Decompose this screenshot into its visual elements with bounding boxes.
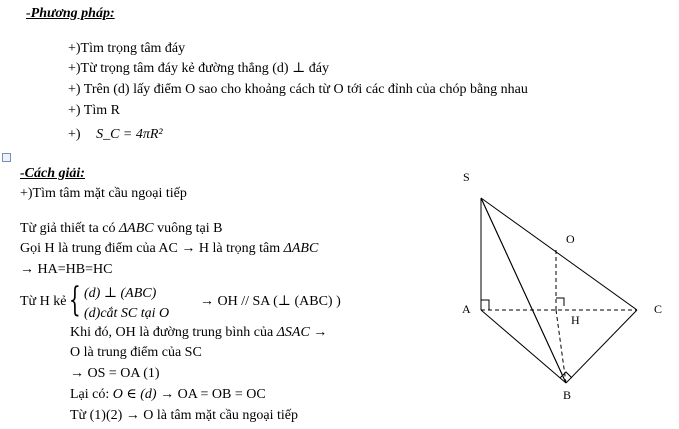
pyramid-figure [440,160,670,410]
solution-heading: -Cách giải: [20,166,85,181]
parallel-line: → OH // SA (⊥ (ABC) ) [200,294,341,309]
label-h: H [571,313,580,327]
right-angle-a [481,300,489,310]
edge-ab [481,310,566,383]
method-step-1: +)Tìm trọng tâm đáy [68,41,186,56]
edge-sb2 [481,198,566,383]
label-c: C [654,302,663,316]
formula: S_C = 4πR² [96,127,163,142]
system-line-1: (d) ⊥ (ABC) [84,286,157,301]
from-h-label: Từ H kẻ [20,294,67,309]
label-b: B [563,388,572,402]
midline-text: Khi đó, OH là đường trung bình của [70,325,277,340]
again-text: Lại có: [70,387,113,402]
conclusion-line: Từ (1)(2) → O là tâm mặt cầu ngoại tiếp [70,408,299,423]
method-step-4: +) Tìm R [68,103,120,118]
solution-step-1: +)Tìm tâm mặt cầu ngoại tiếp [20,186,187,201]
right-angle-h [556,298,564,306]
method-step-5 [68,127,163,143]
again-tail: → OA = OB = OC [156,387,266,402]
formula-prefix: +) [68,127,81,142]
midline-line [70,325,327,341]
method-step-3: +) Trên (d) lấy điểm O sao cho khoảng cách từ O tới các đỉnh của chóp bằng nhau [68,82,528,97]
hypothesis-tail: vuông tại B [153,221,223,236]
midpoint-line [20,241,318,257]
system-brace: { [68,280,81,320]
label-o: O [566,232,575,246]
hypothesis-text: Từ giả thiết ta có [20,221,119,236]
label-a: A [462,302,471,316]
again-line [70,387,266,403]
midline-arrow: → [309,325,328,340]
o-in-d: O ∈ (d) [112,387,157,402]
method-heading: -Phương pháp: [26,6,115,21]
method-step-2: +)Từ trọng tâm đáy kẻ đường thẳng (d) ⊥ đáy [68,61,329,76]
midpoint-text: Gọi H là trung điểm của AC → H là trọng tâm [20,241,284,256]
hypothesis-line [20,221,222,237]
edge-sc [481,198,637,310]
triangle-abc: ΔABC [118,221,154,236]
triangle-abc-2: ΔABC [283,241,319,256]
os-oa-line: → OS = OA (1) [70,366,160,381]
triangle-sac: ΔSAC [276,325,310,340]
equal-distance-line: → HA=HB=HC [20,262,113,277]
move-handle-icon[interactable] [2,153,11,162]
system-line-2: (d)cắt SC tại O [84,306,170,321]
o-midpoint-line: O là trung điểm của SC [70,345,202,360]
label-s: S [463,170,470,184]
